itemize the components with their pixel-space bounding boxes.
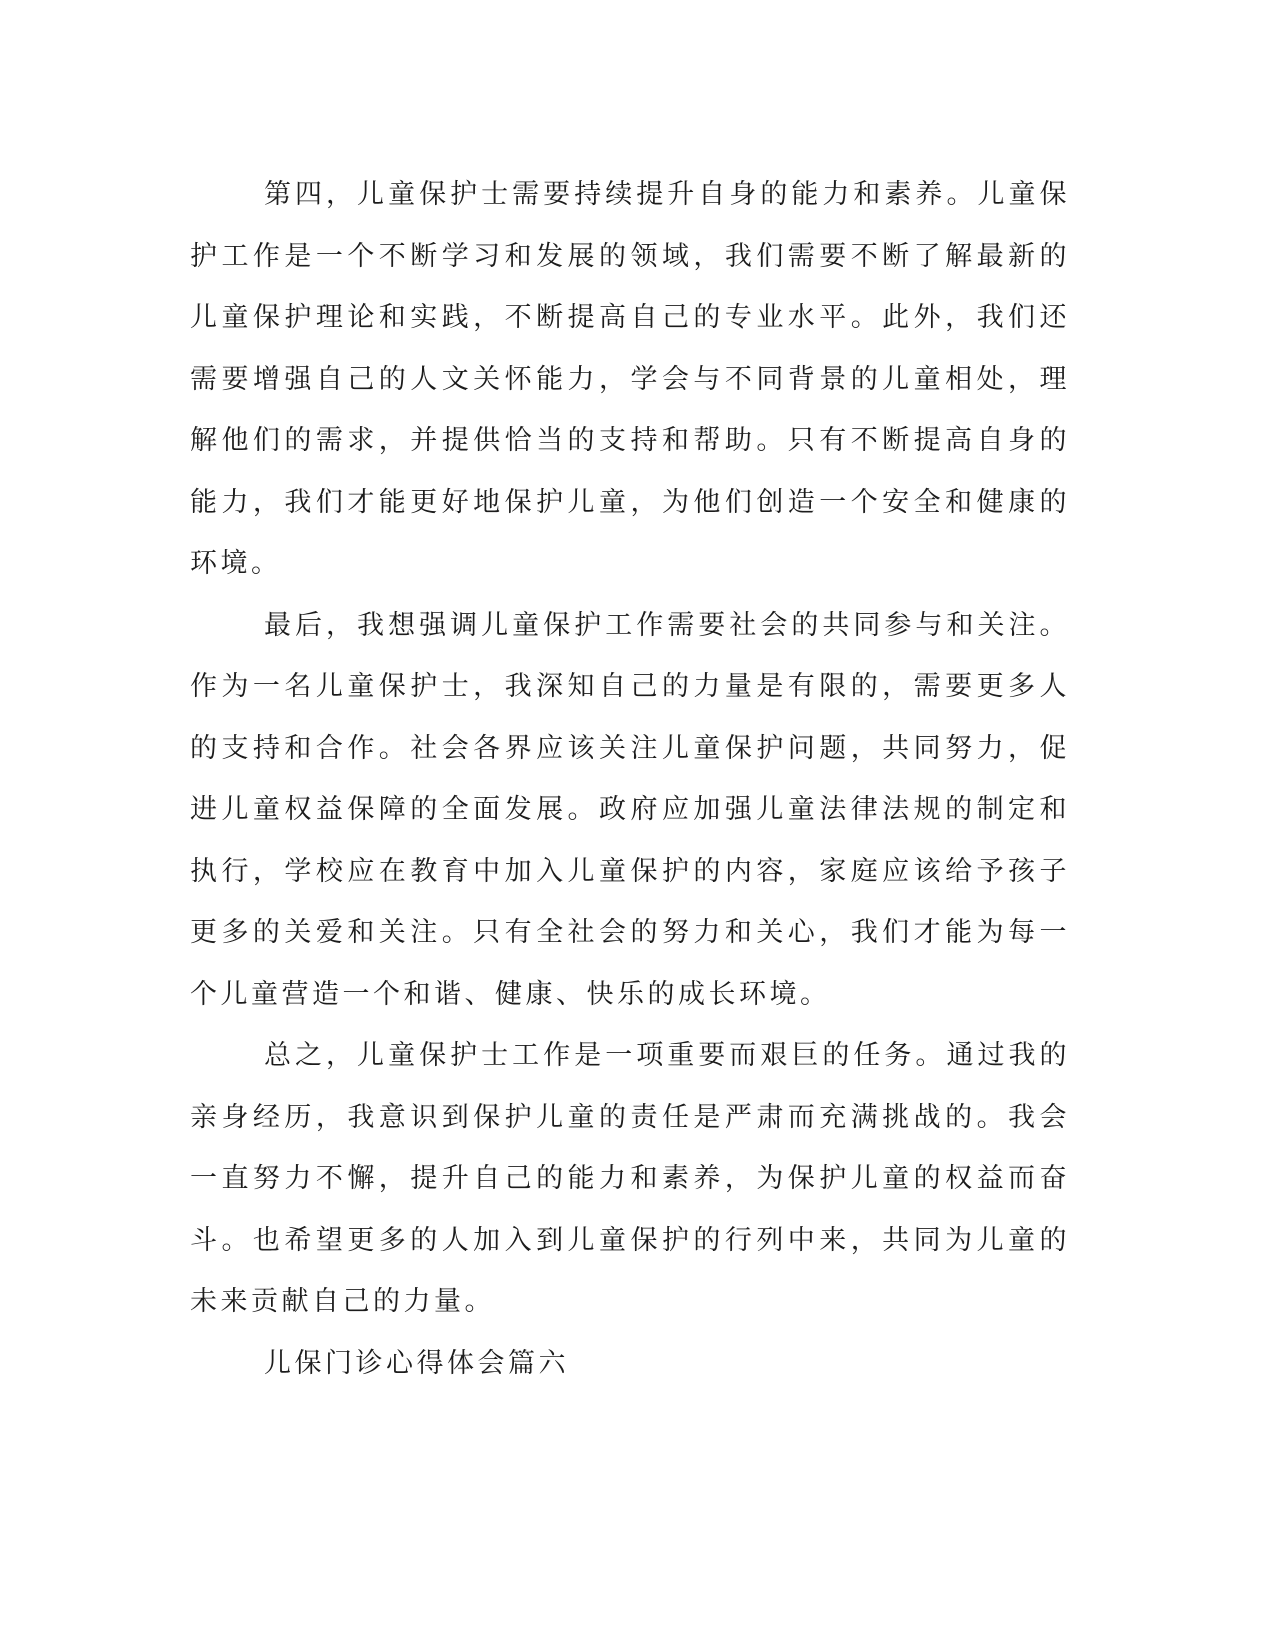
paragraph-conclusion: 总之，儿童保护士工作是一项重要而艰巨的任务。通过我的亲身经历，我意识到保护儿童的责任是严肃而充满挑战的。我会一直努力不懈，提升自己的能力和素养，为保护儿童的权益而奋斗。也希望更多的人加入到儿童保护的行列中来，共同为儿童的未来贡献自己的力量。 [190, 1040, 1070, 1317]
document-body [190, 164, 1070, 1394]
section-heading: 儿保门诊心得体会篇六 [264, 1347, 569, 1379]
paragraph-social-participation: 最后，我想强调儿童保护工作需要社会的共同参与和关注。作为一名儿童保护士，我深知自己的力量是有限的，需要更多人的支持和合作。社会各界应该关注儿童保护问题，共同努力，促进儿童权益保障的全面发展。政府应加强儿童法律法规的制定和执行，学校应在教育中加入儿童保护的内容，家庭应该给予孩子更多的关爱和关注。只有全社会的努力和关心，我们才能为每一个儿童营造一个和谐、健康、快乐的成长环境。 [190, 609, 1070, 1010]
paragraph-self-improvement: 第四，儿童保护士需要持续提升自身的能力和素养。儿童保护工作是一个不断学习和发展的领域，我们需要不断了解最新的儿童保护理论和实践，不断提高自己的专业水平。此外，我们还需要增强自己的人文关怀能力，学会与不同背景的儿童相处，理解他们的需求，并提供恰当的支持和帮助。只有不断提高自身的能力，我们才能更好地保护儿童，为他们创造一个安全和健康的环境。 [190, 179, 1070, 579]
